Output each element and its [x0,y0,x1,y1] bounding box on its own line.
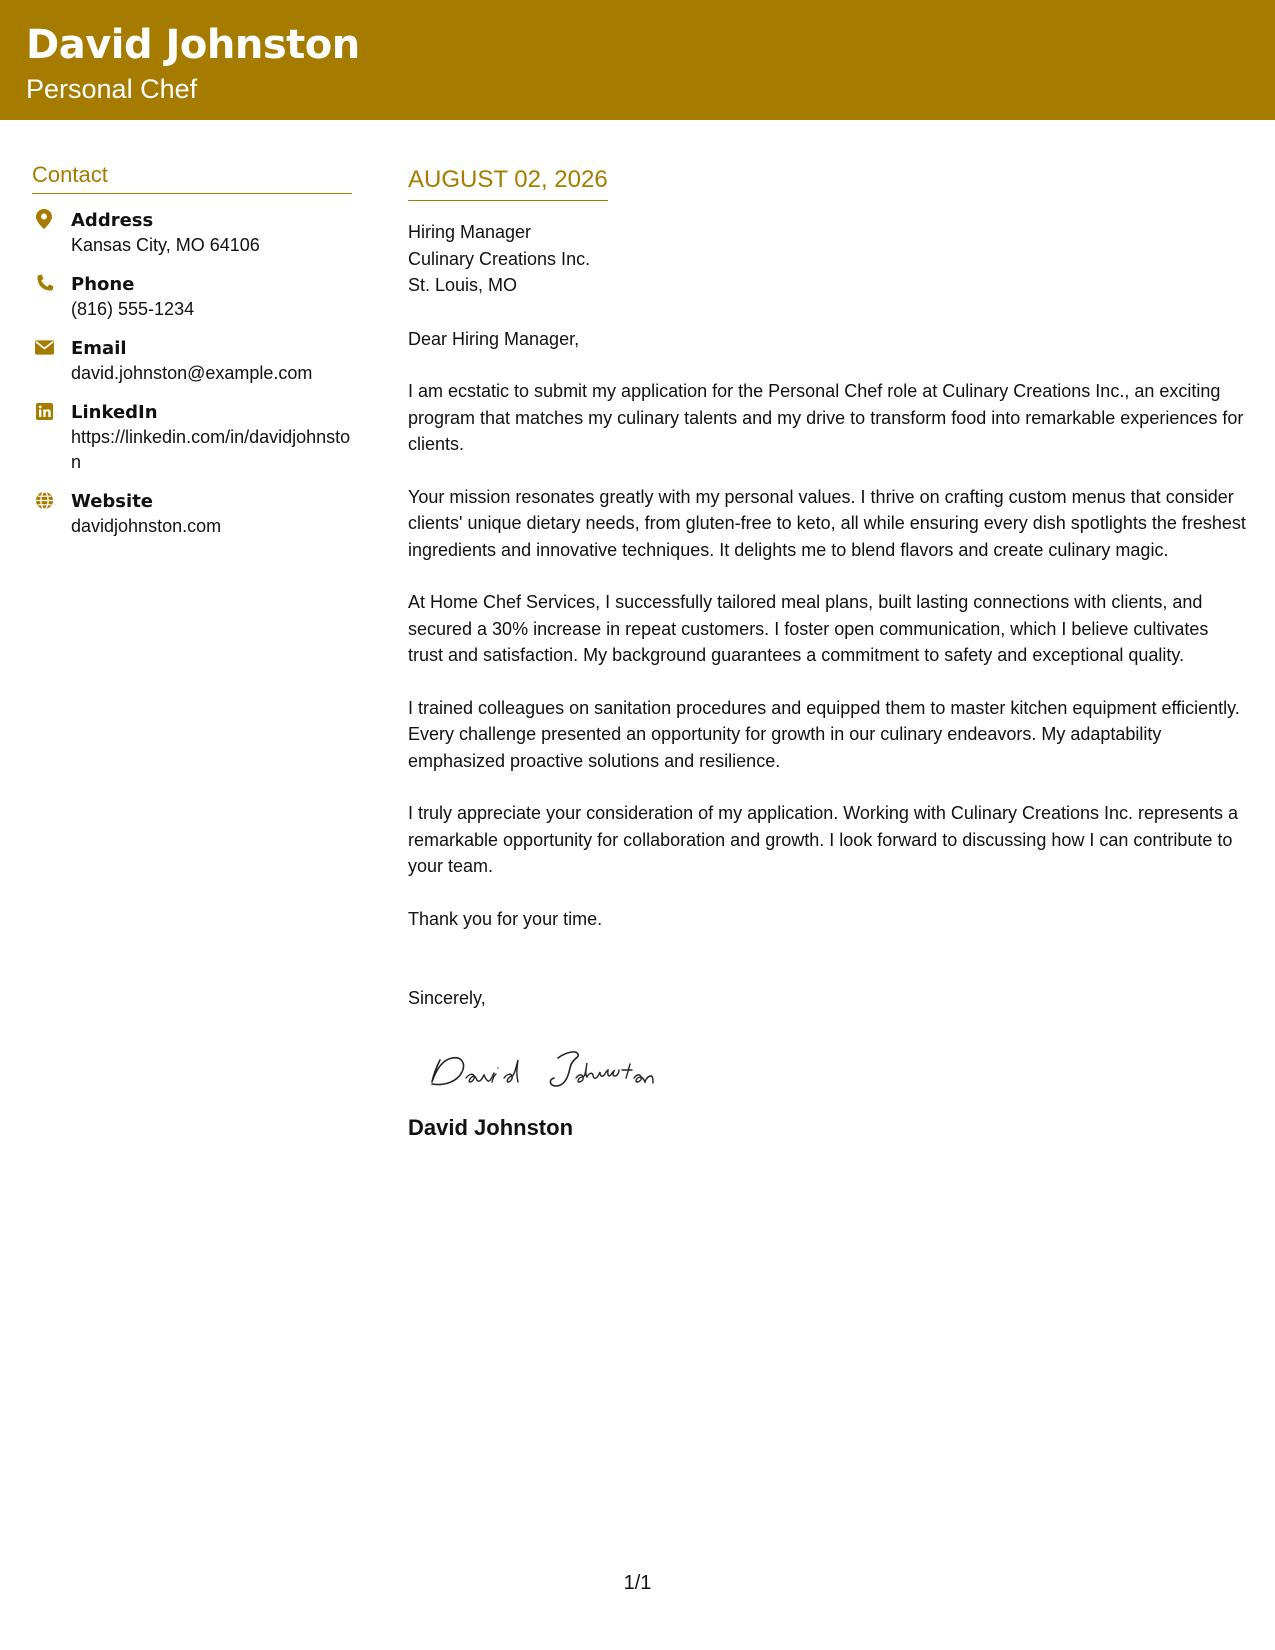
address-value: Kansas City, MO 64106 [71,235,260,255]
recipient-title: Hiring Manager [408,222,532,242]
signed-name: David Johnston [408,1114,574,1140]
phone-value: (816) 555-1234 [71,299,195,319]
paragraph-4: I trained colleagues on sanitation procedures and equipped them to master kitchen equipment efficiently. Every challenge presented an opportunity for growth in our culinary endeavors. My adaptability emphasized proactive solutions and resilience. [408,697,1240,771]
linkedin-icon [34,401,54,421]
paragraph-5: I truly appreciate your consideration of my application. Working with Culinary Creations Inc. represents a remarkable opportunity for collaboration and growth. I look forward to discussing how I can contribute to your team. [408,803,1239,876]
contact-linkedin [32,400,352,475]
website-value[interactable]: davidjohnston.com [71,516,222,536]
address-label: Address [71,210,154,231]
page-number: 1/1 [623,1572,652,1594]
phone-label: Phone [71,274,135,295]
email-label: Email [71,338,127,359]
paragraph-2: Your mission resonates greatly with my personal values. I thrive on crafting custom menus that consider clients' unique dietary needs, from gluten-free to keto, all while ensuring every dish spotlights the freshest ingredients and innovative techniques. It delights me to blend flavors and create culinary magic. [408,486,1246,560]
contact-email [32,336,352,386]
handwritten-signature [418,1038,678,1100]
map-pin-icon [34,209,54,229]
contact-heading: Contact [32,162,352,194]
envelope-icon [34,337,54,357]
paragraph-1: I am ecstatic to submit my application for the Personal Chef role at Culinary Creations Inc., an exciting program that matches my culinary talents and my drive to transform food into remarkable experiences for clients. [408,381,1244,454]
contact-sidebar [32,162,352,553]
contact-website [32,489,352,539]
letter-date: AUGUST 02, 2026 [408,166,608,201]
header-banner [0,0,1275,120]
globe-icon [34,490,54,510]
linkedin-value[interactable]: https://linkedin.com/in/davidjohnston [71,427,351,472]
email-value[interactable]: david.johnston@example.com [71,363,313,383]
recipient-block [408,219,1248,299]
contact-address [32,208,352,258]
letter-body [408,166,1248,1141]
phone-icon [34,273,54,293]
website-label: Website [71,491,154,512]
closing: Sincerely, [408,988,486,1008]
contact-phone [32,272,352,322]
recipient-company: Culinary Creations Inc. [408,248,591,269]
salutation: Dear Hiring Manager, [408,328,580,349]
linkedin-label: LinkedIn [71,402,158,423]
job-title: Personal Chef [26,74,198,104]
recipient-location: St. Louis, MO [408,275,518,295]
applicant-name: David Johnston [26,22,360,68]
paragraph-thanks: Thank you for your time. [408,908,603,929]
paragraph-3: At Home Chef Services, I successfully tailored meal plans, built lasting connections with clients, and secured a 30% increase in repeat customers. I foster open communication, which I believe cultivates trust and satisfaction. My background guarantees a commitment to safety and exceptional quality. [408,592,1209,665]
